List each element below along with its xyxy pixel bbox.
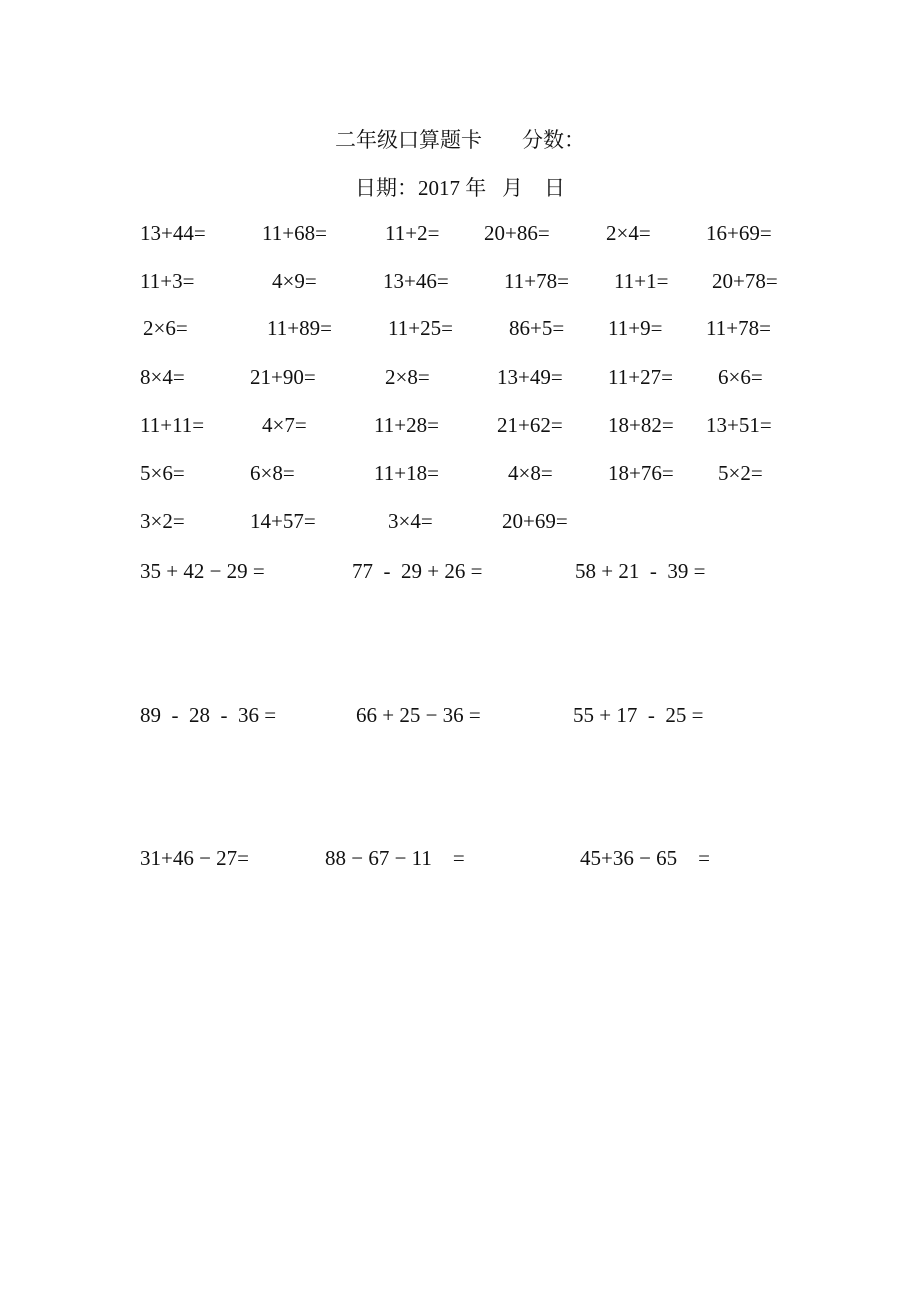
oral-problem: 4×7= [262, 413, 307, 437]
oral-problem: 11+78= [706, 316, 771, 340]
mixed-problem: 66 + 25 − 36 = [356, 703, 481, 727]
oral-problem: 3×4= [388, 509, 433, 533]
oral-problem: 13+51= [706, 413, 772, 437]
oral-problem: 11+9= [608, 316, 663, 340]
oral-problem: 21+62= [497, 413, 563, 437]
oral-problem: 5×2= [718, 461, 763, 485]
oral-problem: 11+78= [504, 269, 569, 293]
oral-problem: 11+25= [388, 316, 453, 340]
oral-problem: 13+44= [140, 221, 206, 245]
oral-problem: 20+69= [502, 509, 568, 533]
mixed-problem: 88 − 67 − 11 = [325, 846, 465, 870]
oral-problem: 2×8= [385, 365, 430, 389]
oral-problem: 11+28= [374, 413, 439, 437]
mixed-problem: 55 + 17 - 25 = [573, 703, 704, 727]
oral-problem: 3×2= [140, 509, 185, 533]
oral-problem: 2×4= [606, 221, 651, 245]
oral-problem: 11+11= [140, 413, 205, 437]
oral-problem: 20+78= [712, 269, 778, 293]
oral-problem: 4×9= [272, 269, 317, 293]
date-line: 日期：2017 年 月 日 [355, 176, 565, 200]
oral-problem: 86+5= [509, 316, 565, 340]
mixed-problem: 35 + 42 − 29 = [140, 559, 265, 583]
page-title: 二年级口算题卡 [335, 128, 482, 152]
oral-problem: 6×6= [718, 365, 763, 389]
mixed-problem: 31+46 − 27= [140, 846, 250, 870]
oral-problem: 16+69= [706, 221, 772, 245]
oral-problem: 20+86= [484, 221, 550, 245]
mixed-problem: 77 - 29 + 26 = [352, 559, 483, 583]
mixed-problem: 89 - 28 - 36 = [140, 703, 277, 727]
mixed-problem: 58 + 21 - 39 = [575, 559, 706, 583]
oral-problem: 11+18= [374, 461, 439, 485]
oral-problem: 11+68= [262, 221, 327, 245]
title-line [0, 124, 920, 154]
oral-problem: 13+46= [383, 269, 449, 293]
oral-problem: 11+3= [140, 269, 195, 293]
oral-problem: 18+76= [608, 461, 674, 485]
oral-problem: 11+1= [614, 269, 669, 293]
oral-problem: 21+90= [250, 365, 316, 389]
oral-problem: 11+2= [385, 221, 440, 245]
oral-problem: 4×8= [508, 461, 553, 485]
oral-problem: 6×8= [250, 461, 295, 485]
mixed-problem: 45+36 − 65 = [580, 846, 711, 870]
oral-problem: 14+57= [250, 509, 316, 533]
oral-problem: 5×6= [140, 461, 185, 485]
oral-problem: 13+49= [497, 365, 563, 389]
oral-problem: 8×4= [140, 365, 185, 389]
oral-problem: 11+27= [608, 365, 673, 389]
oral-problem: 18+82= [608, 413, 674, 437]
oral-problem: 2×6= [143, 316, 188, 340]
oral-problem: 11+89= [267, 316, 332, 340]
score-label: 分数： [522, 128, 585, 152]
